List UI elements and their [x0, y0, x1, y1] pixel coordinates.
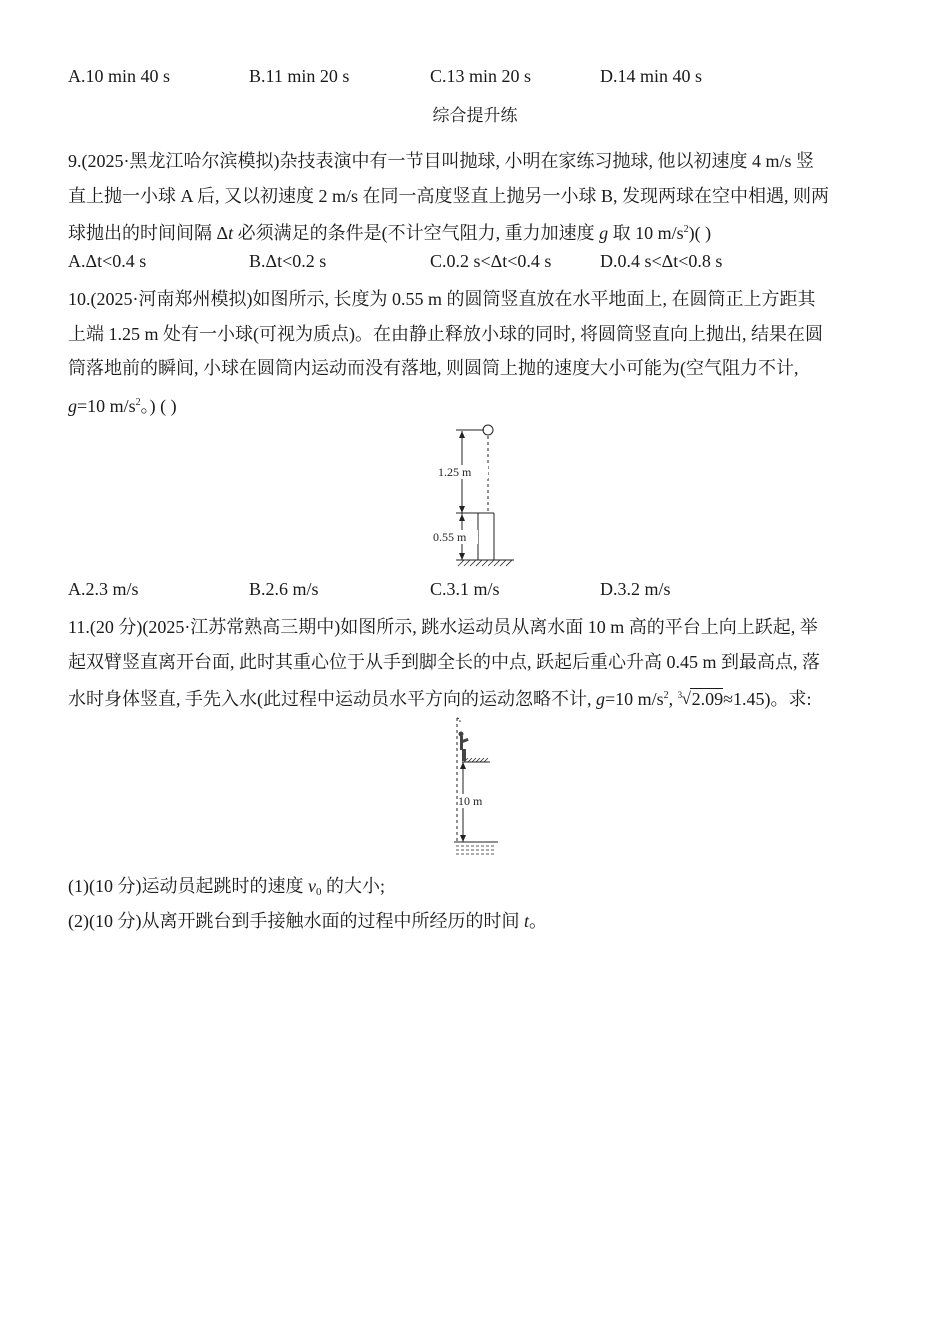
q10-line-4-text-a: =10 m/s — [77, 396, 136, 416]
q11-sub1-text-b: 的大小; — [321, 876, 385, 896]
q10-label-bottom: 0.55 m — [433, 530, 467, 544]
q8-option-a[interactable]: A.10 min 40 s — [68, 66, 171, 86]
q9-answer-blank: )( ) — [688, 223, 712, 243]
q11-line-1: 11.(20 分)(2025·江苏常熟高三期中)如图所示, 跳水运动员从离水面 10 m 高的平台上向上跃起, 举 — [68, 617, 818, 637]
q11-var-g: g — [596, 689, 605, 709]
q9-var-g: g — [599, 223, 609, 243]
q10-var-g: g — [68, 396, 77, 416]
q9-option-d[interactable]: D.0.4 s<Δt<0.8 s — [600, 251, 723, 271]
q11-sub1-text-a: (1)(10 分)运动员起跳时的速度 — [68, 876, 308, 896]
diver-icon — [459, 732, 469, 762]
q9-line-3 — [68, 216, 711, 244]
q9-line-1: 9.(2025·黑龙江哈尔滨模拟)杂技表演中有一节目叫抛球, 小明在家练习抛球, 他以初速度 4 m/s 竖 — [68, 151, 814, 171]
q10-arrow-top — [459, 431, 465, 438]
q11-line-3-text-a: 水时身体竖直, 手先入水(此过程中运动员水平方向的运动忽略不计, — [68, 689, 596, 709]
q9-option-b[interactable]: B.Δt<0.2 s — [249, 251, 327, 271]
q10-cylinder-figure — [428, 420, 538, 570]
q11-water-waves — [456, 846, 496, 854]
q10-label-top: 1.25 m — [438, 465, 472, 479]
q11-arrow-bottom — [460, 835, 466, 842]
q8-option-b[interactable]: B.11 min 20 s — [249, 66, 350, 86]
q10-option-a[interactable]: A.2.3 m/s — [68, 579, 139, 599]
q11-var-v: v — [307, 876, 316, 896]
q11-diving-figure — [440, 714, 520, 864]
q10-option-d[interactable]: D.3.2 m/s — [600, 579, 671, 599]
q10-arrow-mid-down — [459, 514, 465, 521]
q11-line-2: 起双臂竖直离开台面, 此时其重心位于从手到脚全长的中点, 跃起后重心升高 0.45 m 到最高点, 落 — [68, 652, 820, 672]
q8-option-d[interactable]: D.14 min 40 s — [600, 66, 703, 86]
q10-answer-blank: 。) ( ) — [140, 396, 177, 416]
q11-line-3-text-d: ≈1.45)。求: — [723, 689, 812, 709]
q9-superscript: 2 — [683, 224, 689, 235]
q10-ground-hatch — [458, 560, 512, 566]
q9-line-2: 直上抛一小球 A 后, 又以初速度 2 m/s 在同一高度竖直上抛另一小球 B, 发现两球在空中相遇, 则两 — [68, 186, 830, 206]
q10-line-2: 上端 1.25 m 处有一小球(可视为质点)。在由静止释放小球的同时, 将圆筒竖直向上抛出, 结果在圆 — [68, 324, 823, 344]
q10-arrow-mid-up — [459, 506, 465, 513]
q11-line-3 — [68, 682, 812, 710]
q11-subquestion-2 — [68, 907, 547, 935]
q10-arrow-bottom — [459, 553, 465, 560]
q11-superscript: 2 — [663, 690, 669, 701]
q10-ball-icon — [483, 425, 493, 435]
q9-line-3-text-b: 必须满足的条件是(不计空气阻力, 重力加速度 — [233, 223, 600, 243]
q11-sub2-text-b: 。 — [529, 911, 547, 931]
q9-line-3-text-a: 球抛出的时间间隔 Δ — [68, 223, 229, 243]
q11-platform-hatch — [464, 758, 488, 762]
section-title: 综合提升练 — [432, 106, 518, 126]
q10-option-c[interactable]: C.3.1 m/s — [430, 579, 500, 599]
q11-line-3-text-b: =10 m/s — [605, 689, 664, 709]
q10-line-1: 10.(2025·河南郑州模拟)如图所示, 长度为 0.55 m 的圆筒竖直放在水平地面上, 在圆筒正上方距其 — [68, 289, 816, 309]
q9-line-3-text-c: 取 10 m/s — [608, 223, 684, 243]
q10-line-3: 筒落地前的瞬间, 小球在圆筒内运动而没有落地, 则圆筒上抛的速度大小可能为(空气阻力不计, — [68, 358, 799, 378]
q11-var-t: t — [523, 911, 529, 931]
q11-subquestion-1 — [68, 872, 385, 900]
q11-cube-root — [678, 685, 724, 713]
q9-var-t: t — [228, 223, 234, 243]
q10-superscript: 2 — [135, 397, 141, 408]
q9-option-a[interactable]: A.Δt<0.4 s — [68, 251, 147, 271]
q10-line-4 — [68, 389, 177, 417]
q11-root-index: 3 — [677, 690, 683, 700]
radical-sign-icon: √ — [681, 689, 692, 708]
q8-option-c[interactable]: C.13 min 20 s — [430, 66, 532, 86]
q10-option-b[interactable]: B.2.6 m/s — [249, 579, 319, 599]
q11-line-3-text-c: , — [668, 689, 678, 709]
q9-option-c[interactable]: C.0.2 s<Δt<0.4 s — [430, 251, 552, 271]
q11-height-label: 10 m — [458, 794, 483, 808]
q11-subscript: 0 — [315, 886, 322, 898]
q11-sub2-text-a: (2)(10 分)从离开跳台到手接触水面的过程中所经历的时间 — [68, 911, 524, 931]
q11-arrow-top — [460, 762, 466, 769]
q11-root-value: 2.09 — [691, 689, 724, 709]
